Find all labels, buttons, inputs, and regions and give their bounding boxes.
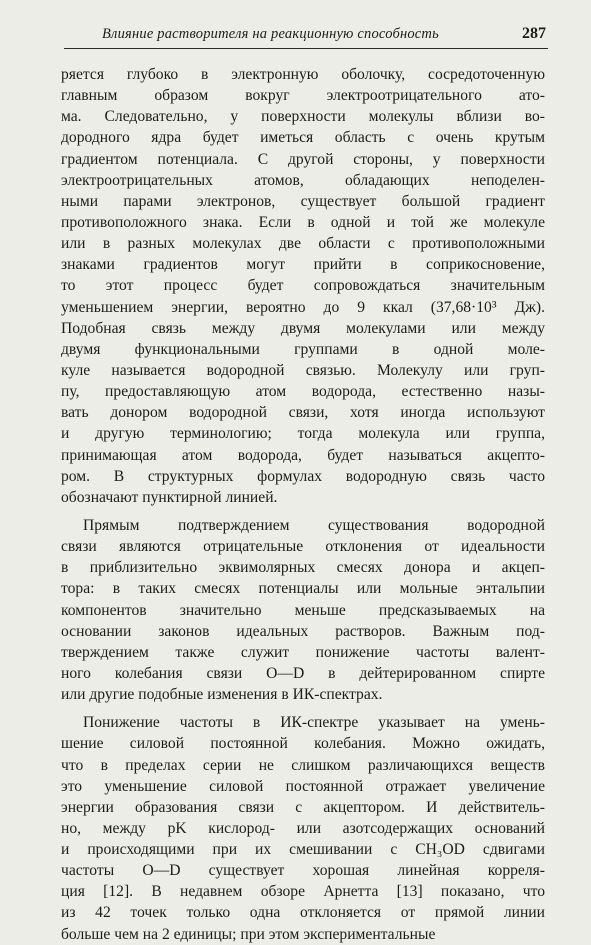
paragraph — [61, 712, 545, 945]
text-line: двумя функциональными группами в одной моле- — [61, 340, 545, 358]
text-line: ром. В структурных формулах водородную связь часто — [61, 467, 545, 485]
text-line: уменьшением энергии, вероятно до 9 ккал (37,68·10³ Дж). — [61, 298, 545, 316]
text-line: ного колебания связи O—D в дейтерированном спирте — [61, 664, 545, 682]
text-line: то этот процесс будет сопровождаться значительным — [61, 277, 545, 295]
text-line: из 42 точек только одна отклоняется от прямой линии — [61, 904, 545, 922]
text-line: компонентов значительно меньше предсказываемых на — [61, 601, 545, 619]
text-line: связи являются отрицательные отклонения от идеальности — [61, 538, 545, 556]
page-number: 287 — [522, 25, 546, 42]
text-line: принимающая атом водорода, будет называться акцепто- — [61, 446, 545, 464]
text-line: энергии образования связи с акцептором. И действитель- — [61, 798, 545, 816]
text-line: противоположного знака. Если в одной и той же молекуле — [61, 213, 545, 231]
text-line: ма. Следовательно, у поверхности молекулы вблизи во- — [61, 108, 545, 126]
text-line: вать донором водородной связи, хотя иногда используют — [61, 404, 545, 422]
text-line: обозначают пунктирной линией. — [61, 488, 278, 506]
text-line: больше чем на 2 единицы; при этом экспериментальные — [61, 925, 436, 943]
text-line: основании законов идеальных растворов. Важным под- — [61, 622, 545, 640]
text-line: шение силовой постоянной колебания. Можно ожидать, — [61, 735, 545, 753]
text-line: что в пределах серии не слишком различающихся веществ — [61, 756, 545, 774]
text-line: главным образом вокруг электроотрицательного ато- — [61, 87, 545, 105]
text-line: или в разных молекулах две области с противоположными — [61, 235, 545, 253]
text-line: и другую терминологию; тогда молекула или группа, — [61, 425, 545, 443]
text-line: пу, предоставляющую атом водорода, естественно назы- — [61, 383, 545, 401]
text-line: это уменьшение силовой постоянной отражает увеличение — [61, 777, 545, 795]
text-line: и происходящими при их смешивании с CH₃OD сдвигами — [61, 841, 545, 859]
paragraph — [61, 64, 545, 508]
text-line: частоты O—D существует хорошая линейная корреля- — [61, 862, 545, 880]
text-line: но, между pK кислород- или азотсодержащих оснований — [61, 819, 545, 837]
text-line: ряется глубоко в электронную оболочку, сосредоточенную — [61, 66, 545, 83]
text-line: ными парами электронов, существует большой градиент — [61, 192, 545, 210]
text-line: электроотрицательных атомов, обладающих неподелен- — [61, 171, 545, 189]
page-header — [64, 22, 548, 49]
text-line: Подобная связь между двумя молекулами или между — [61, 319, 545, 337]
text-line: тора: в таких смесях потенциалы или мольные энтальпии — [61, 580, 545, 598]
text-line: тверждением также служит понижение частоты валент- — [61, 643, 545, 661]
text-line: градиентом потенциала. С другой стороны, у поверхности — [61, 150, 545, 168]
body-text — [61, 64, 545, 945]
text-line: дородного ядра будет иметься область с очень крутым — [61, 129, 545, 147]
text-line: куле называется водородной связью. Молекулу или груп- — [61, 361, 545, 379]
text-line: в приблизительно эквимолярных смесях донора и акцеп- — [61, 559, 545, 577]
paragraph — [61, 515, 545, 705]
text-line: или другие подобные изменения в ИК-спектрах. — [61, 686, 383, 704]
text-line: знаками градиентов могут прийти в соприкосновение, — [61, 256, 545, 274]
text-line: Прямым подтверждением существования водородной — [83, 516, 545, 534]
text-line: ция [12]. В недавнем обзоре Арнетта [13] показано, что — [61, 883, 545, 901]
paragraph-gap — [61, 705, 545, 712]
running-title: Влияние растворителя на реакционную способность — [102, 26, 439, 42]
paragraph-gap — [61, 508, 545, 515]
text-line: Понижение частоты в ИК-спектре указывает на умень- — [83, 714, 545, 732]
